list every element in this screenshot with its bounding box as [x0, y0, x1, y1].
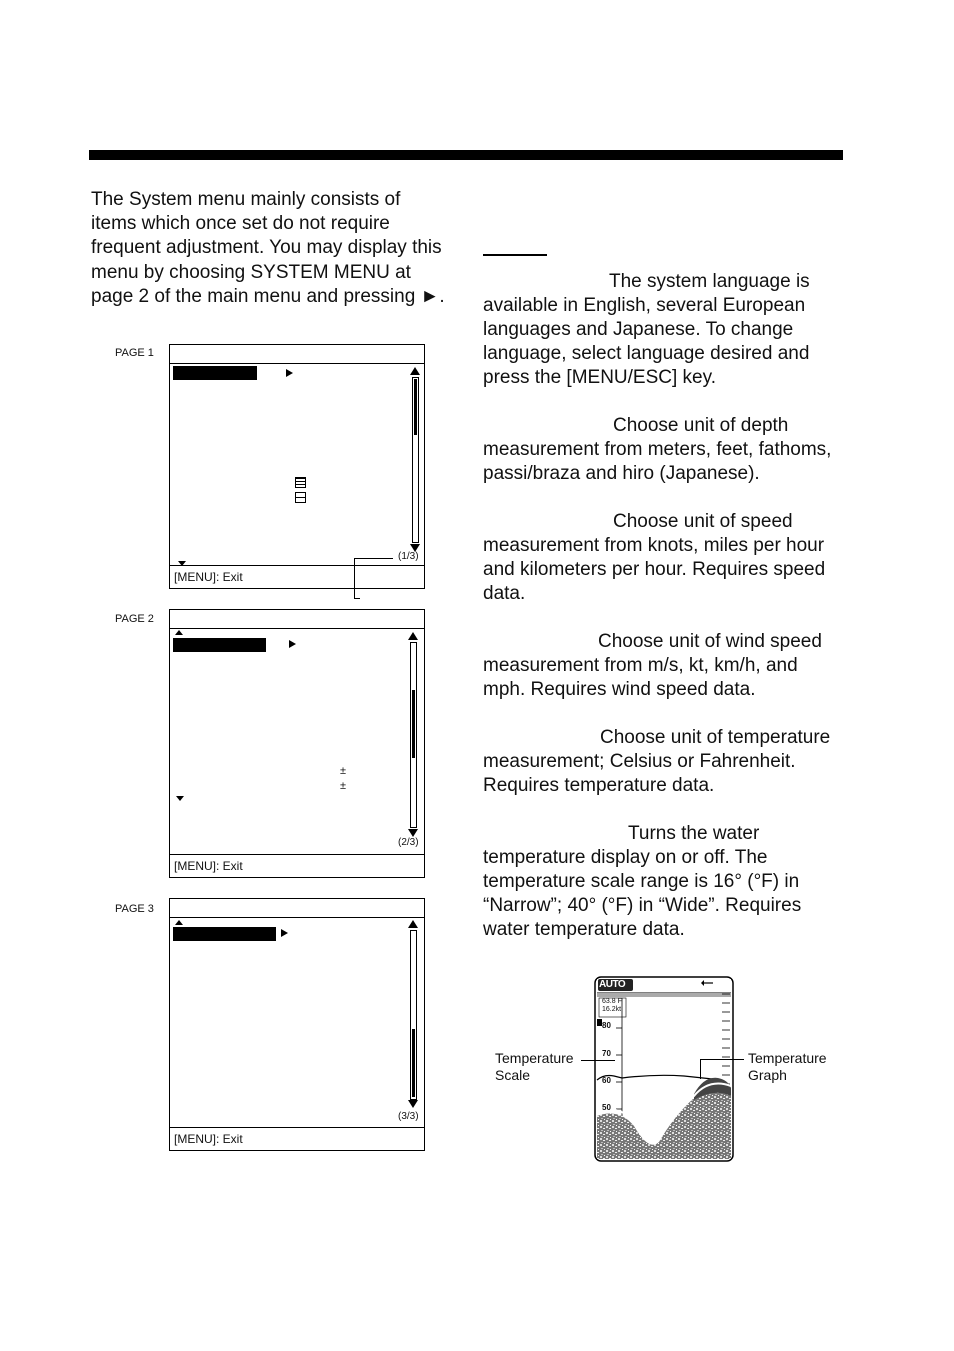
desc-depth-unit: Choose unit of depth measurement from meters, feet, fathoms, passi/braza and hiro (Japanese). [483, 415, 832, 484]
leader-line [354, 598, 360, 599]
temperature-graph-caption: Temperature Graph [748, 1050, 827, 1083]
chapter-rule [89, 150, 843, 160]
menu-screen-page-2 [169, 609, 425, 878]
more-above-icon [175, 630, 183, 635]
speed-readout: 16.2kt [602, 1006, 622, 1013]
scroll-down-icon[interactable] [408, 1100, 418, 1108]
scrollbar[interactable] [412, 377, 419, 543]
scroll-up-icon[interactable] [410, 367, 420, 375]
scroll-thumb[interactable] [414, 379, 417, 435]
callout-line [581, 1060, 615, 1061]
desc-temperature-unit: Choose unit of temperature measurement; Celsius or Fahrenheit. Requires temperature data. [483, 727, 831, 796]
scale-tick-80: 80 [602, 1021, 611, 1030]
page-2-label: PAGE 2 [115, 613, 154, 625]
scale-tick-70: 70 [602, 1049, 611, 1058]
selected-menu-item[interactable] [173, 927, 276, 941]
leader-line [355, 558, 393, 559]
submenu-arrow-icon [289, 640, 296, 648]
selected-menu-item[interactable] [173, 638, 266, 652]
page-number: (2/3) [398, 837, 419, 848]
submenu-arrow-icon [286, 369, 293, 377]
desc-language: The system language is available in English, several European languages and Japanese. To change language, select language desired and press the [MENU/ESC] key. [483, 271, 810, 388]
scale-tick-50: 50 [602, 1103, 611, 1112]
scroll-up-icon[interactable] [408, 632, 418, 640]
footer-exit-hint: [MENU]: Exit [170, 854, 424, 877]
fish-finder-display-figure [594, 976, 734, 1162]
menu-screen-page-3 [169, 898, 425, 1151]
page-3-label: PAGE 3 [115, 903, 154, 915]
intro-paragraph: The System menu mainly consists of items which once set do not require frequent adjustment. You may display this menu by choosing SYSTEM MENU at page 2 of the main menu and pressing ►. [91, 189, 445, 307]
scroll-down-icon[interactable] [408, 829, 418, 837]
section-underline [483, 254, 547, 256]
menu-item-descriptions [483, 240, 843, 966]
callout-line [700, 1059, 701, 1079]
desc-wind-unit: Choose unit of wind speed measurement from m/s, kt, km/h, and mph. Requires wind speed data. [483, 631, 822, 700]
screen-title-bar [170, 899, 424, 918]
desc-speed-unit: Choose unit of speed measurement from knots, miles per hour and kilometers per hour. Requires speed data. [483, 511, 826, 604]
plus-minus-sign: ± [340, 765, 347, 777]
auto-mode-label: AUTO [599, 979, 626, 990]
more-items-icon [176, 796, 184, 801]
page-1-label: PAGE 1 [115, 347, 154, 359]
scrollbar[interactable] [410, 642, 417, 828]
page-number: (3/3) [398, 1111, 419, 1122]
leader-line [354, 558, 355, 598]
scrollbar[interactable] [410, 930, 417, 1100]
callout-line [700, 1059, 744, 1060]
menu-screen-page-1 [169, 344, 425, 589]
desc-water-temp-graph: Turns the water temperature display on or off. The temperature scale range is 16° (°F) in “Narrow”; 40° (°F) in “Wide”. Requires water temperature data. [483, 823, 802, 940]
scale-tick-60: 60 [602, 1076, 611, 1085]
page-number: (1/3) [398, 551, 419, 562]
empty-box-icon [295, 492, 306, 503]
selected-menu-item[interactable] [173, 366, 257, 380]
plus-minus-sign: ± [340, 780, 347, 792]
submenu-arrow-icon [281, 929, 288, 937]
screen-title-bar [170, 610, 424, 629]
footer-exit-hint: [MENU]: Exit [170, 1127, 424, 1150]
more-above-icon [175, 920, 183, 925]
scroll-thumb[interactable] [412, 1029, 415, 1097]
temperature-scale-caption: Temperature Scale [495, 1050, 574, 1083]
screen-title-bar [170, 345, 424, 364]
filled-box-icon [295, 477, 306, 488]
footer-exit-hint: [MENU]: Exit [170, 565, 424, 588]
scroll-thumb[interactable] [412, 690, 415, 758]
scroll-up-icon[interactable] [408, 920, 418, 928]
temperature-readout: 63.8 F [602, 998, 622, 1005]
